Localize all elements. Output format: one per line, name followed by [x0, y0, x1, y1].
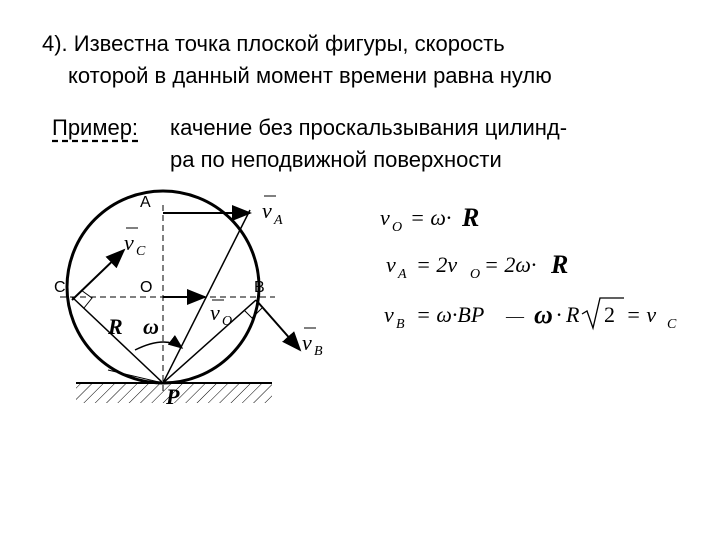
- label-vC-v: v: [124, 230, 134, 255]
- f3-lhs: v: [384, 302, 394, 327]
- label-vA-sub: A: [274, 213, 283, 228]
- label-vO-v: v: [210, 300, 220, 325]
- f3-rhs-sub: C: [667, 317, 677, 332]
- example-label: Пример:: [52, 115, 139, 140]
- heading-line-2: которой в данный момент времени равна нулю: [68, 63, 552, 88]
- f3-R: R: [566, 302, 580, 327]
- f2-lhs: v: [386, 252, 396, 277]
- label-vA: [262, 196, 283, 228]
- f1-lhs-sub: O: [392, 220, 403, 235]
- label-vB-sub: B: [314, 344, 323, 359]
- heading-line-1: 4). Известна точка плоской фигуры, скорость: [42, 31, 505, 56]
- right-angle-mark-C: [81, 290, 92, 308]
- label-point-A: A: [140, 194, 151, 211]
- example-line-1: качение без проскальзывания цилинд-: [170, 115, 568, 140]
- right-angle-mark-B: [244, 308, 262, 318]
- f3-sqrt-sign: [582, 298, 624, 328]
- label-vO: [210, 300, 232, 329]
- formula-vA: [386, 250, 568, 282]
- label-vC: [124, 228, 146, 259]
- f2-lhs-sub: A: [398, 267, 407, 282]
- label-point-P: P: [166, 384, 180, 409]
- f3-sqrt: 2: [604, 302, 615, 327]
- velocity-vector-C: [72, 250, 124, 300]
- label-point-C: C: [54, 279, 66, 296]
- label-point-O: O: [140, 279, 153, 296]
- velocity-vector-B: [256, 300, 300, 350]
- f1-lhs: v: [380, 205, 390, 230]
- label-point-B: B: [254, 279, 265, 296]
- formula-vB: [384, 298, 677, 332]
- label-vA-v: v: [262, 198, 272, 223]
- f1-R: R: [462, 203, 480, 232]
- radius-line: [108, 370, 163, 383]
- f3-lhs-sub: B: [396, 317, 405, 332]
- label-vC-sub: C: [136, 244, 146, 259]
- f3-eq: = ω·BP: [416, 302, 485, 327]
- label-vB-v: v: [302, 330, 312, 355]
- f3-dash: —: [506, 306, 524, 326]
- label-omega: ω: [143, 314, 159, 339]
- label-vO-sub: O: [222, 314, 233, 329]
- label-radius: R: [108, 314, 123, 339]
- example-line-2: ра по неподвижной поверхности: [170, 147, 502, 172]
- f2-R: R: [551, 250, 569, 279]
- f3-eq2: = v: [626, 302, 657, 327]
- f2-eq: = 2v: [416, 252, 458, 277]
- formula-vO: [380, 203, 479, 235]
- f2-eq2: = 2ω·: [484, 252, 537, 277]
- omega-rotation-arc: [135, 342, 182, 350]
- f3-omega: ω: [534, 300, 553, 329]
- label-vB: [302, 328, 323, 359]
- f3-dot: ·: [556, 302, 562, 327]
- f1-eq: = ω·: [410, 205, 452, 230]
- f2-mid-sub: O: [470, 267, 481, 282]
